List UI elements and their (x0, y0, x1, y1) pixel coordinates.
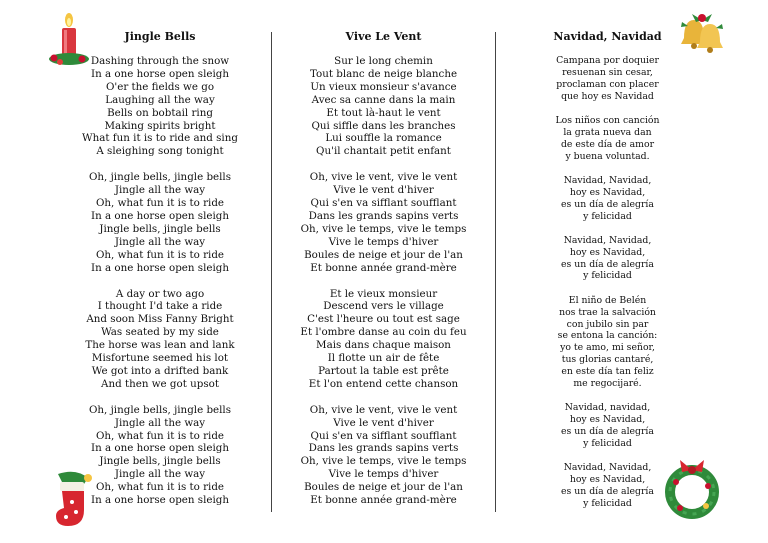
column-divider (495, 32, 496, 512)
lyric-line: In a one horse open sleigh (91, 494, 229, 507)
stanza (545, 175, 670, 223)
lyric-line: y felicidad (583, 497, 632, 509)
lyric-line: In a one horse open sleigh (91, 261, 229, 274)
lyric-line: Mais dans chaque maison (316, 339, 451, 352)
lyric-line: Was seated by my side (101, 326, 219, 339)
stanza (545, 402, 670, 450)
lyric-line: Oh, vive le temps, vive le temps (300, 222, 467, 235)
lyric-line: de este día de amor (560, 138, 655, 150)
lyric-line: Qui s'en va sifflant soufflant (310, 197, 457, 210)
lyric-line: Vive le vent d'hiver (333, 184, 434, 197)
bells-icon (674, 8, 730, 60)
lyric-line: Oh, what fun it is to ride (95, 248, 225, 261)
lyric-line: y felicidad (583, 270, 632, 282)
stanza (545, 295, 670, 390)
lyric-line: Et l'on entend cette chanson (308, 377, 459, 390)
stanza (75, 404, 245, 507)
lyric-line: Lui souffle la romance (325, 132, 442, 145)
lyric-line: In a one horse open sleigh (91, 442, 229, 455)
lyric-line: Descend vers le village (323, 300, 444, 313)
lyric-line: Vive le temps d'hiver (328, 235, 439, 248)
lyric-line: Jingle bells, jingle bells (99, 222, 221, 235)
lyric-line: es un día de alegría (561, 198, 654, 210)
lyric-line: hoy es Navidad, (569, 246, 646, 258)
lyric-line: Un vieux monsieur s'avance (310, 80, 457, 93)
lyric-line: Qui siffle dans les branches (311, 119, 456, 132)
stanza (296, 404, 471, 507)
lyric-line: Jingle all the way (114, 468, 206, 481)
lyric-line: Navidad, Navidad, (563, 174, 652, 186)
lyric-line: Making spirits bright (104, 119, 216, 132)
lyric-line: Misfortune seemed his lot (91, 352, 229, 365)
lyric-line: la grata nueva dan (563, 126, 652, 138)
lyric-line: me regocijaré. (573, 378, 642, 390)
lyric-line: Oh, what fun it is to ride (95, 481, 225, 494)
lyric-line: resuenan sin cesar, (562, 66, 653, 78)
lyric-line: Vive le temps d'hiver (328, 468, 439, 481)
lyric-line: Bells on bobtail ring (107, 106, 213, 119)
lyric-line: que hoy es Navidad (561, 90, 654, 102)
lyric-line: O'er the fields we go (105, 80, 215, 93)
lyric-line: Oh, vive le vent, vive le vent (309, 171, 458, 184)
lyric-line: Boules de neige et jour de l'an (304, 248, 463, 261)
lyric-line: en este día tan feliz (561, 366, 654, 378)
lyric-line: Et bonne année grand-mère (310, 494, 457, 507)
lyric-line: hoy es Navidad, (569, 414, 646, 426)
lyric-line: Et l'ombre danse au coin du feu (300, 326, 467, 339)
song-vive-le-vent (296, 30, 471, 520)
song-navidad-navidad (545, 30, 670, 522)
lyric-line: Jingle all the way (114, 416, 206, 429)
lyric-line: Il flotte un air de fête (327, 352, 440, 365)
lyric-line: Navidad, Navidad, (563, 462, 652, 474)
lyric-line: nos trae la salvación (559, 306, 656, 318)
lyric-line: Boules de neige et jour de l'an (304, 481, 463, 494)
stanza (75, 55, 245, 158)
lyric-line: Jingle all the way (114, 184, 206, 197)
lyric-line: hoy es Navidad, (569, 474, 646, 486)
lyric-line: A day or two ago (115, 287, 205, 300)
lyric-line: In a one horse open sleigh (91, 209, 229, 222)
lyric-line: Sur le long chemin (334, 55, 433, 67)
lyric-line: Partout la table est prête (318, 364, 449, 377)
stanza (545, 235, 670, 283)
lyric-line: Jingle bells, jingle bells (99, 455, 221, 468)
stanza (545, 115, 670, 163)
lyric-line: Los niños con canción (555, 114, 660, 126)
lyric-line: A sleighing song tonight (96, 145, 224, 158)
lyric-line: C'est l'heure ou tout est sage (307, 313, 460, 326)
lyric-line: tus glorias cantaré, (561, 354, 654, 366)
song-title: Navidad, Navidad (553, 30, 662, 43)
lyric-line: es un día de alegría (561, 258, 654, 270)
column-divider (271, 32, 272, 512)
lyric-line: es un día de alegría (561, 485, 654, 497)
lyric-line: Qu'il chantait petit enfant (316, 145, 451, 158)
lyric-line: I thought I'd take a ride (97, 300, 223, 313)
lyric-line: In a one horse open sleigh (91, 67, 229, 80)
lyric-line: Navidad, Navidad, (563, 234, 652, 246)
lyric-line: We got into a drifted bank (91, 364, 229, 377)
lyric-line: Oh, jingle bells, jingle bells (88, 403, 231, 416)
lyric-line: What fun it is to ride and sing (82, 132, 238, 145)
lyric-line: con jubilo sin par (566, 318, 649, 330)
song-title: Vive Le Vent (345, 30, 422, 43)
lyric-line: Tout blanc de neige blanche (309, 67, 458, 80)
lyric-line: Oh, what fun it is to ride (95, 429, 225, 442)
lyric-line: proclaman con placer (556, 78, 659, 90)
stanza (545, 462, 670, 510)
lyric-line: y felicidad (583, 437, 632, 449)
lyric-line: Et tout là-haut le vent (326, 106, 441, 119)
lyric-line: And then we got upsot (101, 377, 219, 390)
lyric-line: y buena voluntad. (565, 150, 650, 162)
lyric-line: Campana por doquier (556, 55, 659, 66)
lyric-line: es un día de alegría (561, 426, 654, 438)
stanza (296, 55, 471, 158)
song-title: Jingle Bells (124, 30, 196, 43)
lyric-line: yo te amo, mi señor, (560, 342, 655, 354)
stanza (296, 288, 471, 391)
lyric-line: Jingle all the way (114, 235, 206, 248)
lyric-line: Et le vieux monsieur (329, 287, 438, 300)
lyric-line: Oh, what fun it is to ride (95, 197, 225, 210)
stanza (545, 55, 670, 103)
lyric-line: Oh, vive le temps, vive le temps (300, 455, 467, 468)
stanza (296, 171, 471, 274)
lyric-line: And soon Miss Fanny Bright (86, 313, 234, 326)
song-jingle-bells (75, 30, 245, 520)
lyric-line: y felicidad (583, 210, 632, 222)
lyric-line: Et bonne année grand-mère (310, 261, 457, 274)
lyric-line: se entona la canción: (557, 330, 658, 342)
lyric-line: The horse was lean and lank (85, 339, 235, 352)
lyric-line: Dashing through the snow (90, 55, 230, 67)
lyric-line: Dans les grands sapins verts (308, 209, 459, 222)
lyric-line: Oh, vive le vent, vive le vent (309, 403, 458, 416)
lyric-line: hoy es Navidad, (569, 186, 646, 198)
lyric-line: Qui s'en va sifflant soufflant (310, 429, 457, 442)
lyric-line: Oh, jingle bells, jingle bells (88, 171, 231, 184)
lyric-line: Dans les grands sapins verts (308, 442, 459, 455)
stanza (75, 171, 245, 274)
lyric-line: Laughing all the way (105, 93, 215, 106)
stanza (75, 288, 245, 391)
lyric-line: Navidad, navidad, (564, 402, 651, 414)
lyric-line: Avec sa canne dans la main (311, 93, 456, 106)
lyric-line: El niño de Belén (568, 294, 647, 306)
lyric-line: Vive le vent d'hiver (333, 416, 434, 429)
